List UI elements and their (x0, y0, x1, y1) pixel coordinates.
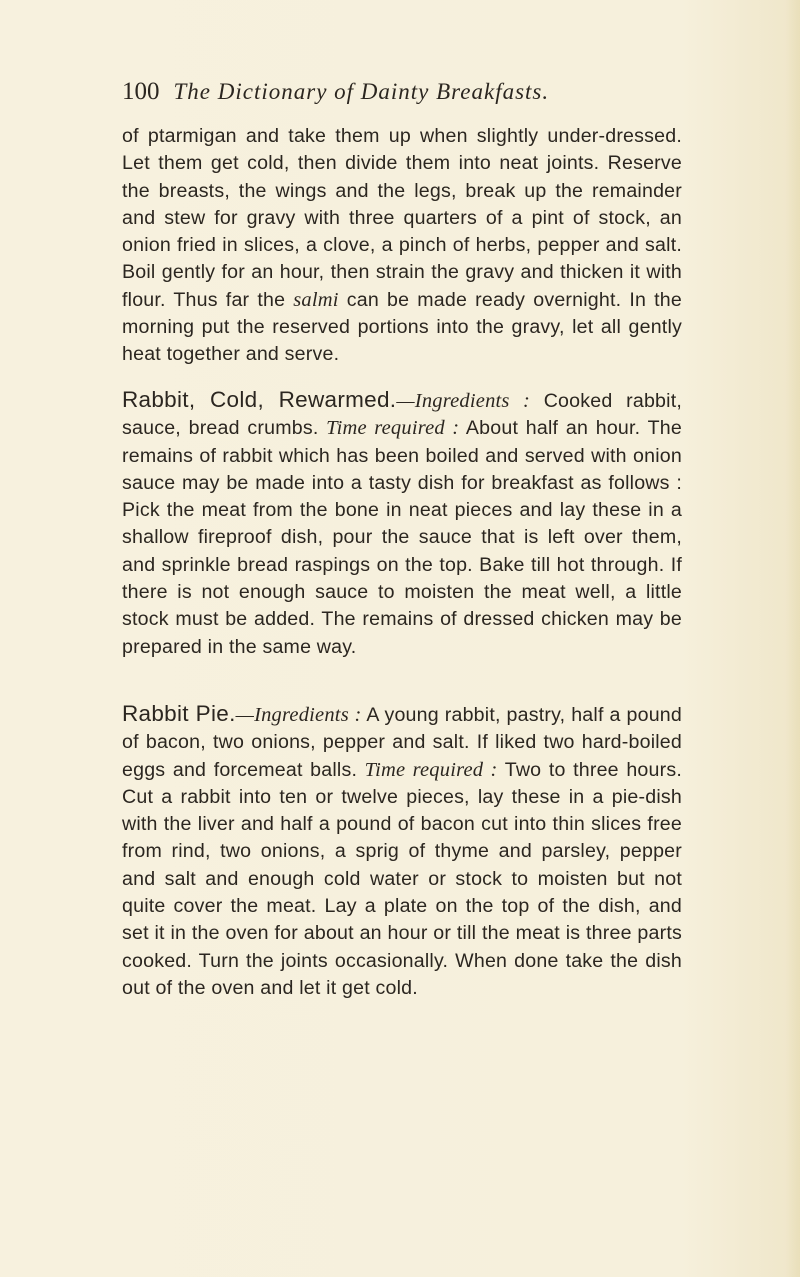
ingredients-label: —Ingredients : (235, 704, 362, 726)
recipe-body: About half an hour. The remains of rabbit which has been boiled and served with onion sauce may be made into a tasty dish for breakfast as follows : Pick the meat from the bone in neat pieces and lay these in a shallow fireproof dish, pour the sauce that is left over them, and sprinkle bread raspings on the top. Bake till hot through. If there is not enough sauce to moisten the meat well, a little stock must be added. The remains of dressed chicken may be prepared in the same way. (122, 417, 682, 658)
page-header (122, 78, 682, 114)
running-title: The Dictionary of Dainty Breakfasts. (173, 79, 550, 104)
page-number: 100 (122, 78, 160, 105)
paragraph-text: can be made ready overnight. In the morning put the reserved portions into the gravy, let all gently heat together and serve. (122, 288, 682, 366)
ingredients-text: A young rabbit, pastry, half a pound of bacon, two onions, pepper and salt. If liked two hard-boiled eggs and forcemeat balls. (122, 704, 682, 781)
paragraph-ptarmigan-continued (122, 123, 682, 369)
paragraph-text: of ptarmigan and take them up when slightly under-dressed. Let them get cold, then divide them into neat joints. Reserve the breasts, the wings and the legs, break up the remainder and stew for gravy with three quarters of a pint of stock, an onion fried in slices, a clove, a pinch of herbs, pepper and salt. Boil gently for an hour, then strain the gravy and thicken it with flour. Thus far the (122, 125, 682, 311)
ingredients-label: —Ingredients : (396, 390, 530, 412)
recipe-rabbit-pie (122, 700, 682, 1002)
ingredients-text: Cooked rabbit, sauce, bread crumbs. (122, 390, 682, 440)
recipe-body: Two to three hours. Cut a rabbit into ten or twelve pieces, lay these in a pie-dish with the liver and half a pound of bacon cut into thin slices free from rind, two onions, a sprig of thyme and parsley, pepper and salt and enough cold water or stock to moisten but not quite cover the meat. Lay a plate on the top of the dish, and set it in the oven for about an hour or till the meat is three parts cooked. Turn the joints occasionally. When done take the dish out of the oven and let it get cold. (122, 758, 682, 999)
italic-term-salmi: salmi (293, 288, 339, 311)
recipe-rabbit-cold-rewarmed (122, 386, 682, 661)
page-edge-shadow (786, 0, 800, 1277)
time-required-label: Time required : (364, 758, 498, 781)
recipe-heading: Rabbit, Cold, Rewarmed. (122, 387, 397, 412)
recipe-heading: Rabbit Pie. (122, 701, 236, 726)
time-required-label: Time required : (326, 417, 460, 440)
